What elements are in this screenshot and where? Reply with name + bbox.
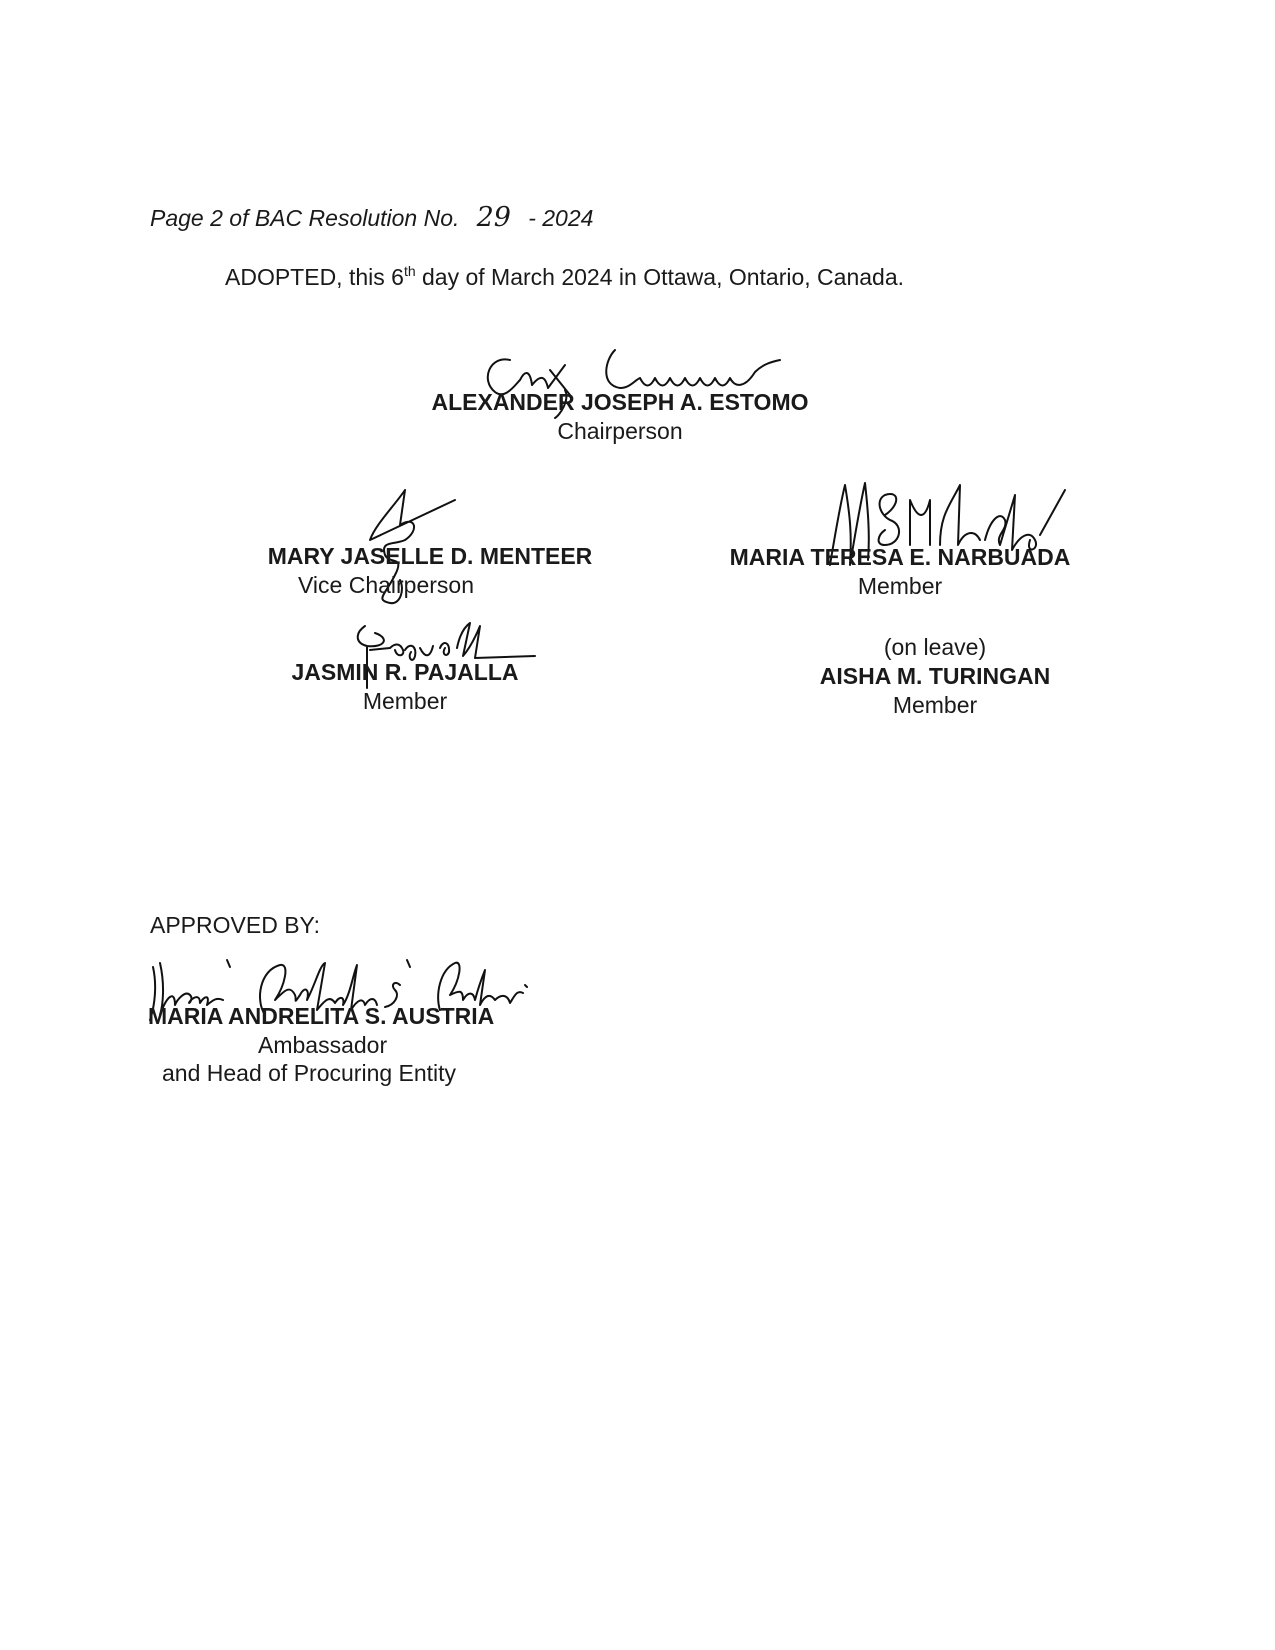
on-leave-note: (on leave) [883, 634, 987, 660]
signatory-name: MARY JASELLE D. MENTEER [267, 543, 593, 569]
resolution-number: 29 [476, 202, 511, 233]
signatory-name: JASMIN R. PAJALLA [291, 659, 519, 685]
signatory-name: MARIA TERESA E. NARBUADA [729, 544, 1071, 570]
adopted-ordinal-suffix: th [403, 263, 416, 279]
signatory-name: ALEXANDER JOSEPH A. ESTOMO [431, 389, 809, 415]
signatory-role: Member [892, 692, 978, 718]
page-ref-prefix: Page 2 of BAC Resolution No. [150, 205, 460, 231]
signatory-vice-chair [250, 541, 610, 599]
adopted-text-before: ADOPTED, this 6 [225, 264, 404, 290]
signatory-role: Member [362, 688, 448, 714]
signatory-member-narbuada [710, 542, 1090, 600]
signatory-approver [140, 1001, 525, 1087]
signatory-member-turingan [760, 633, 1110, 719]
page-reference [150, 202, 593, 233]
page-ref-suffix: - 2024 [528, 205, 594, 231]
signatory-name: MARIA ANDRELITA S. AUSTRIA [148, 1003, 495, 1029]
adoption-statement [225, 263, 904, 291]
signatory-role: Member [857, 573, 943, 599]
signatory-member-pajalla [240, 657, 570, 715]
signatory-role: Chairperson [557, 418, 683, 444]
signatory-name: AISHA M. TURINGAN [819, 663, 1051, 689]
approved-by-label: APPROVED BY: [150, 912, 321, 938]
signatory-role: Vice Chairperson [298, 572, 475, 598]
signatory-role-line1: Ambassador [258, 1032, 388, 1058]
signatory-role-line2: and Head of Procuring Entity [162, 1060, 457, 1086]
adopted-text-after: day of March 2024 in Ottawa, Ontario, Canada. [415, 264, 905, 290]
signatory-chair [400, 387, 840, 445]
